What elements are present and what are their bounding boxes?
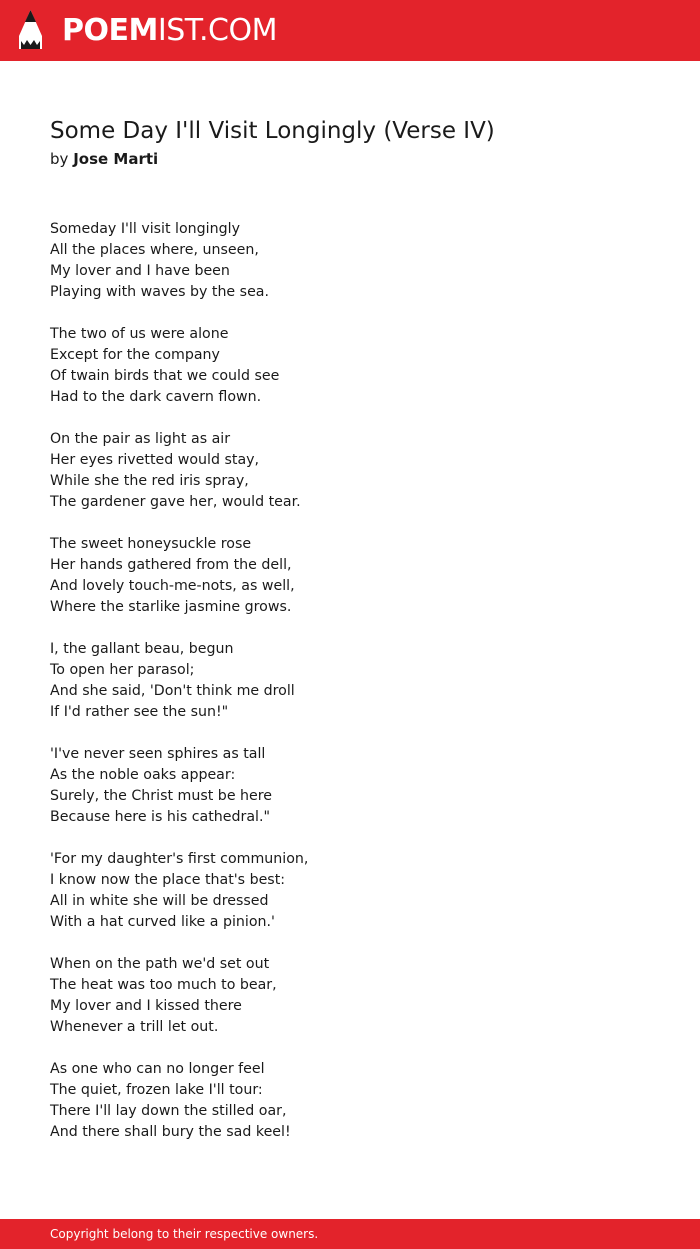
poem-line: When on the path we'd set out [50,956,270,972]
poem-line: On the pair as light as air [50,431,231,447]
poem-line: With a hat curved like a pinion.' [50,914,275,930]
poem-line: And she said, 'Don't think me droll [50,683,295,699]
stanza [50,744,650,828]
poem-line: The gardener gave her, would tear. [50,494,301,510]
poem-line: To open her parasol; [50,662,195,678]
byline [50,148,158,170]
poem-line: Playing with waves by the sea. [50,284,269,300]
poem-line: The sweet honeysuckle rose [50,536,252,552]
poem-line: As one who can no longer feel [50,1061,265,1077]
poem-line: Had to the dark cavern flown. [50,389,262,405]
poem-line: Whenever a trill let out. [50,1019,219,1035]
poem-line: 'I've never seen sphires as tall [50,746,266,762]
poem-line: While she the red iris spray, [50,473,249,489]
by-label: by [50,150,69,168]
stanza [50,219,650,303]
poem-body [50,219,650,1164]
poem-line: 'For my daughter's first communion, [50,851,309,867]
poem-line: I know now the place that's best: [50,872,286,888]
stanza [50,429,650,513]
stanza [50,639,650,723]
poem-line: All the places where, unseen, [50,242,259,258]
stanza [50,534,650,618]
poem-line: I, the gallant beau, begun [50,641,234,657]
stanza [50,954,650,1038]
poem-line: The two of us were alone [50,326,229,342]
stanza [50,1059,650,1143]
stanza [50,849,650,933]
poem-line: The quiet, frozen lake I'll tour: [50,1082,263,1098]
poem-line: As the noble oaks appear: [50,767,236,783]
poem-line: And lovely touch-me-nots, as well, [50,578,295,594]
author-name: Jose Marti [73,150,159,168]
pencil-icon[interactable] [17,9,44,51]
poem-line: If I'd rather see the sun!" [50,704,229,720]
poem-line: Someday I'll visit longingly [50,221,240,237]
poem-line: Her hands gathered from the dell, [50,557,292,573]
logo-text-light: IST.COM [157,13,277,48]
site-logo[interactable] [62,13,277,49]
poem-line: The heat was too much to bear, [50,977,277,993]
poem-line: My lover and I kissed there [50,998,242,1014]
copyright-text: Copyright belong to their respective owners. [50,1227,319,1241]
stanza [50,324,650,408]
poem-line: All in white she will be dressed [50,893,269,909]
poem-line: Because here is his cathedral." [50,809,271,825]
poem-line: Where the starlike jasmine grows. [50,599,292,615]
site-footer [0,1219,700,1249]
poem-line: Except for the company [50,347,220,363]
poem-line: Her eyes rivetted would stay, [50,452,260,468]
poem-line: And there shall bury the sad keel! [50,1124,291,1140]
poem-line: Of twain birds that we could see [50,368,280,384]
logo-text-bold: POEM [62,13,158,48]
poem-line: There I'll lay down the stilled oar, [50,1103,287,1119]
poem-title: Some Day I'll Visit Longingly (Verse IV) [50,118,495,144]
poem-line: My lover and I have been [50,263,230,279]
site-header [0,0,700,61]
poem-line: Surely, the Christ must be here [50,788,273,804]
